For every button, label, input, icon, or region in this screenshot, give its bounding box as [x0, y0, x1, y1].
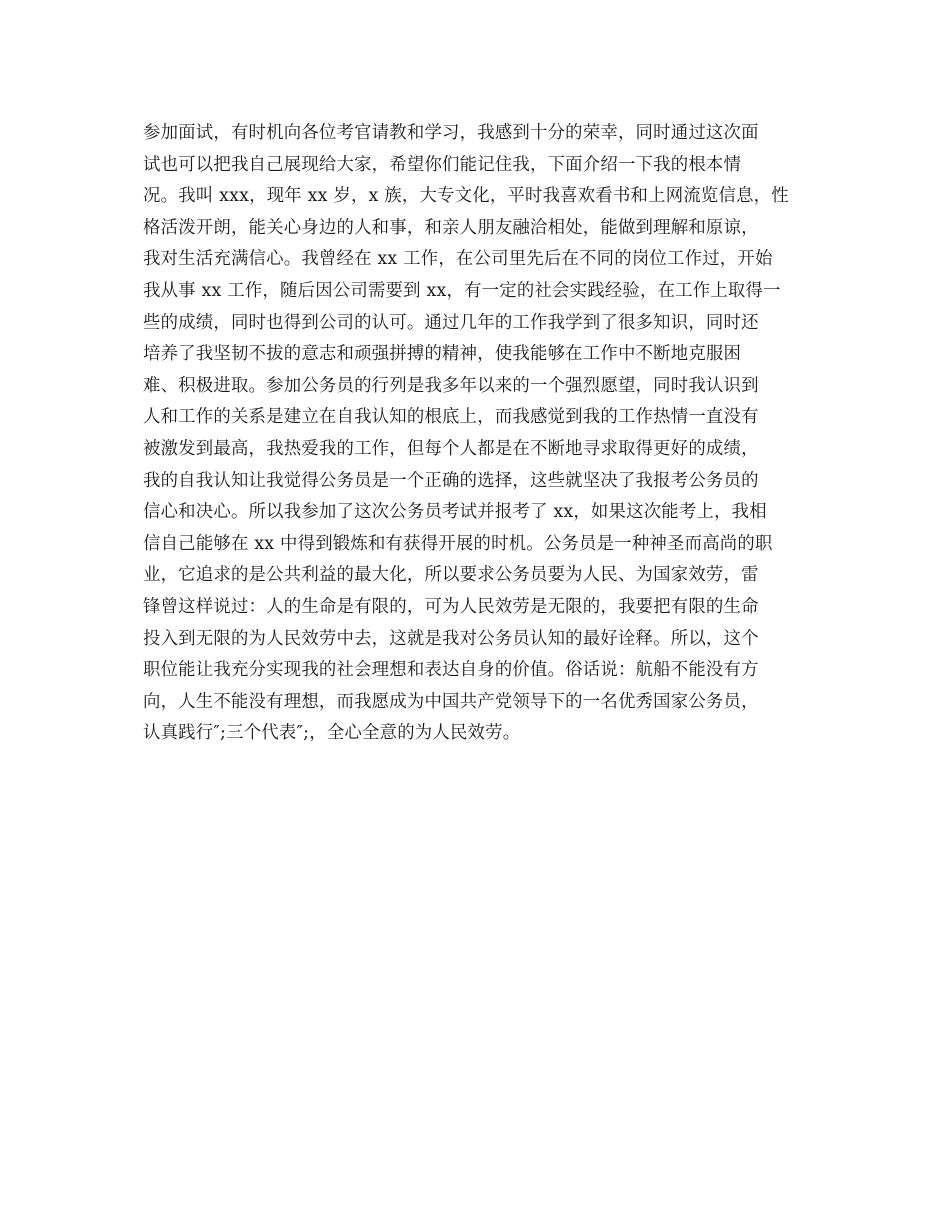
text-line: 投入到无限的为人民效劳中去，这就是我对公务员认知的最好诠释。所以，这个 [143, 628, 759, 649]
text-line: 认真践行″;三个代表″;，全心全意的为人民效劳。 [143, 723, 521, 744]
text-line: 业，它追求的是公共利益的最大化，所以要求公务员要为人民、为国家效劳，雷 [143, 565, 759, 586]
text-line: 格活泼开朗，能关心身边的人和事，和亲人朋友融洽相处，能做到理解和原谅， [143, 217, 759, 238]
text-line: 况。我叫 xxx，现年 xx 岁，x 族，大专文化，平时我喜欢看书和上网流览信息，性 [143, 186, 789, 207]
text-line: 锋曾这样说过：人的生命是有限的，可为人民效劳是无限的，我要把有限的生命 [143, 596, 759, 617]
text-line: 被激发到最高，我热爱我的工作，但每个人都是在不断地寻求取得更好的成绩， [143, 438, 759, 459]
text-line: 信心和决心。所以我参加了这次公务员考试并报考了 xx，如果这次能考上，我相 [143, 502, 767, 523]
text-line: 参加面试，有时机向各位考官请教和学习，我感到十分的荣幸，同时通过这次面 [143, 123, 759, 143]
text-line: 向，人生不能没有理想，而我愿成为中国共产党领导下的一名优秀国家公务员， [143, 691, 759, 712]
body-paragraph [143, 118, 823, 750]
text-line: 人和工作的关系是建立在自我认知的根底上，而我感觉到我的工作热情一直没有 [143, 407, 759, 428]
text-line: 职位能让我充分实现我的社会理想和表达自身的价值。俗话说：航船不能没有方 [143, 660, 759, 681]
text-line: 试也可以把我自己展现给大家，希望你们能记住我，下面介绍一下我的根本情 [143, 154, 742, 175]
text-line: 信自己能够在 xx 中得到锻炼和有获得开展的时机。公务员是一种神圣而高尚的职 [143, 533, 773, 554]
text-line: 我从事 xx 工作，随后因公司需要到 xx，有一定的社会实践经验，在工作上取得一 [143, 280, 781, 301]
text-line: 难、积极进取。参加公务员的行列是我多年以来的一个强烈愿望，同时我认识到 [143, 375, 759, 396]
text-line: 我的自我认知让我觉得公务员是一个正确的选择，这些就坚决了我报考公务员的 [143, 470, 759, 491]
text-line: 些的成绩，同时也得到公司的认可。通过几年的工作我学到了很多知识，同时还 [143, 312, 759, 333]
text-line: 培养了我坚韧不拔的意志和顽强拼搏的精神，使我能够在工作中不断地克服困 [143, 344, 742, 365]
text-line: 我对生活充满信心。我曾经在 xx 工作，在公司里先后在不同的岗位工作过，开始 [143, 249, 773, 270]
